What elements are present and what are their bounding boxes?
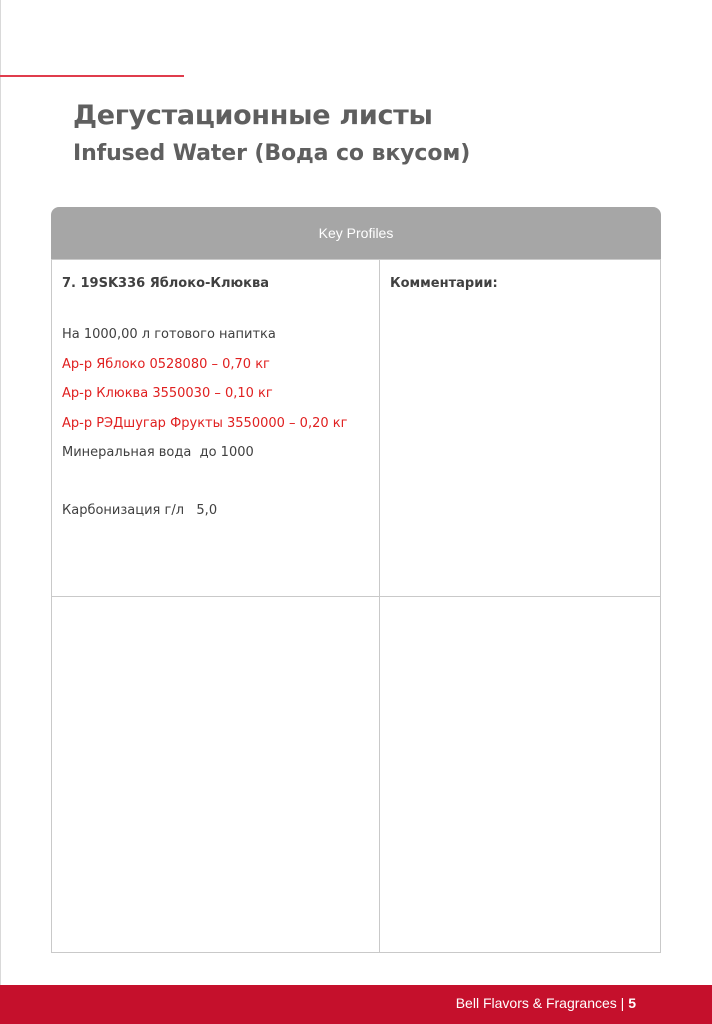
recipe-carbonation: Карбонизация г/л 5,0 xyxy=(62,502,218,518)
page-subtitle: Infused Water (Вода со вкусом) xyxy=(73,141,471,166)
comments-label: Комментарии: xyxy=(390,276,498,291)
table-header-bar xyxy=(51,207,661,259)
footer-company: Bell Flavors & Fragrances xyxy=(455,995,617,1011)
footer-separator: | xyxy=(620,995,625,1011)
recipe-basis: На 1000,00 л готового напитка xyxy=(62,327,276,342)
table-header-label: Key Profiles xyxy=(318,225,394,241)
ingredient-item: Ар-р Клюква 3550030 – 0,10 кг xyxy=(62,386,273,401)
ingredient-item: Ар-р Яблоко 0528080 – 0,70 кг xyxy=(62,356,270,372)
page-border xyxy=(0,0,1,1024)
spacer xyxy=(62,475,372,503)
recipe-title: 7. 19SK336 Яблоко-Клюква xyxy=(62,276,269,291)
footer-bar xyxy=(0,985,712,1024)
tasting-table xyxy=(51,259,661,953)
footer-text xyxy=(456,995,636,1011)
accent-line xyxy=(0,75,184,77)
row-divider xyxy=(52,596,660,597)
page-title: Дегустационные листы xyxy=(73,100,433,131)
recipe-cell xyxy=(62,276,372,532)
ingredient-item: Ар-р РЭДшугар Фрукты 3550000 – 0,20 кг xyxy=(62,415,348,431)
page-number: 5 xyxy=(628,995,636,1011)
column-divider xyxy=(379,260,380,952)
recipe-water: Минеральная вода до 1000 xyxy=(62,445,254,460)
comments-cell xyxy=(390,276,498,291)
